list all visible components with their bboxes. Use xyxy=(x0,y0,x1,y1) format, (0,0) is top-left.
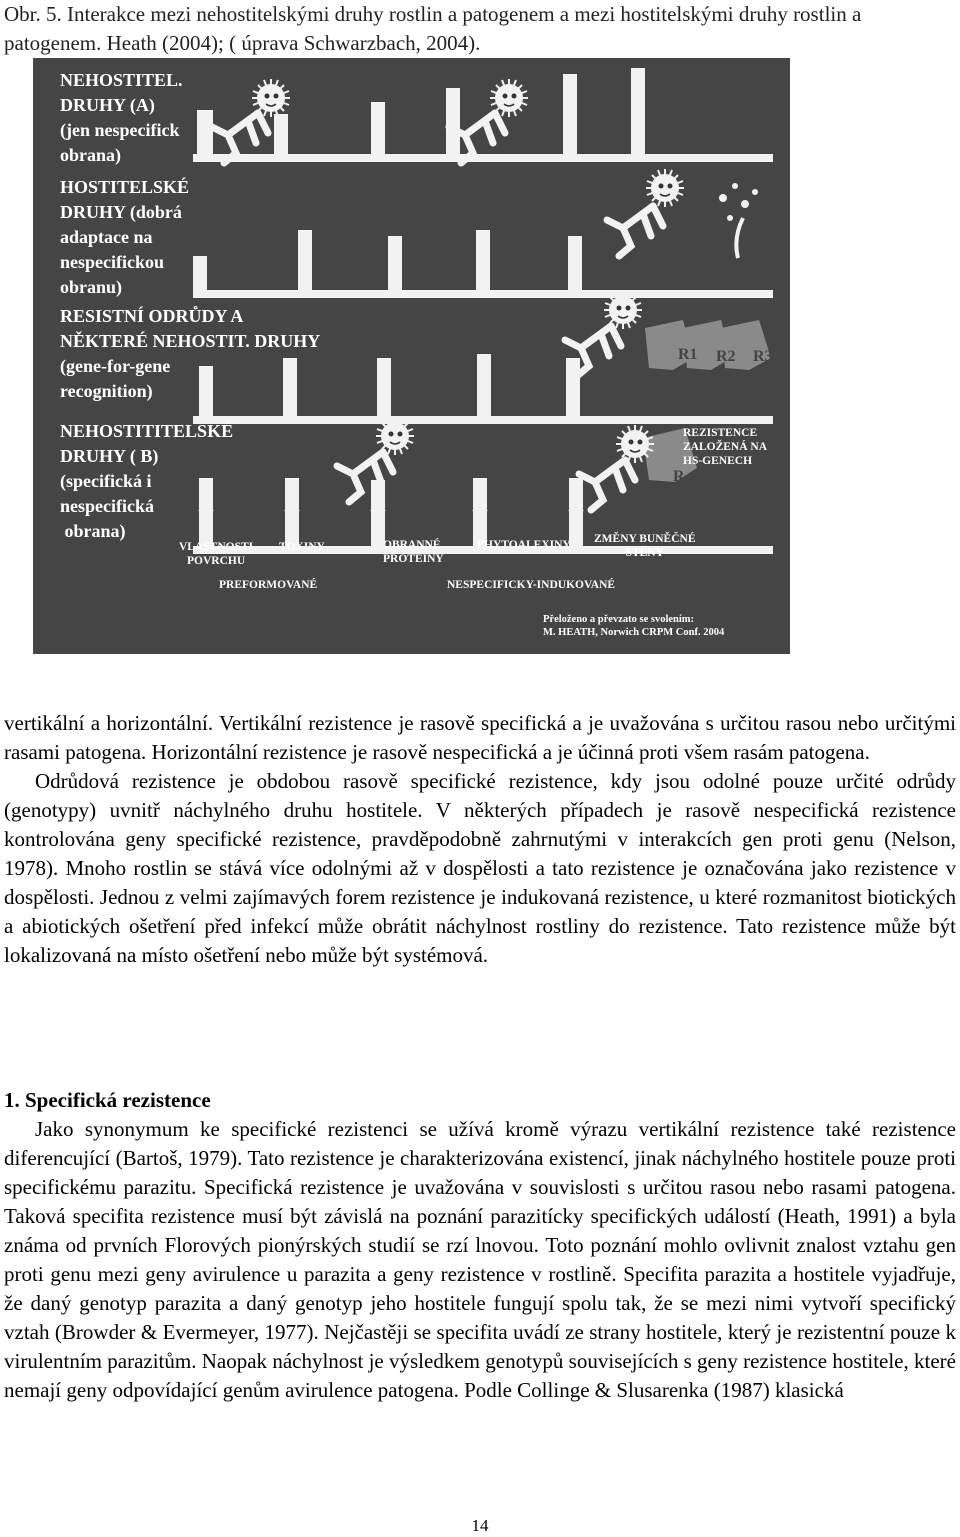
paragraph-varietal-resistance: Odrůdová rezistence je obdobou rasově specifické rezistence, kdy jsou odolné pouze určité odrůdy (genotypy) uvnitř náchylného druhu hostitele. V některých případech je rasově nespecifická rezistence kontrolována geny specifické rezistence, pravděpodobně zahrnutými v interakcích gen proti genu (Nelson, 1978). Mnoho rostlin se stává více odolnými až v dospělosti a tato rezistence je označována jako rezistence v dospělosti. Jednou z velmi zajímavých forem rezistence je indukovaná rezistence, u které rozmanitost biotických a abiotických ošetření před infekcí může obrátit náchylnost rostliny do rezistence. Tato rezistence může být lokalizovaná na místo ošetření nebo může být systémová. xyxy=(4,769,956,967)
paragraph-vertical-horizontal: vertikální a horizontální. Vertikální rezistence je rasově specifická a je uvažována s určitou rasou nebo určitými rasami patogena. Horizontální rezistence je rasově nespecifická a je účinná proti všem rasám patogena. xyxy=(4,711,956,764)
group-preformed: PREFORMOVANÉ xyxy=(219,579,318,591)
figure-resistance-diagram xyxy=(33,58,790,654)
body-text-section xyxy=(4,1115,956,1405)
mechanism-arrows xyxy=(200,500,582,538)
pathogen-row-2 xyxy=(607,169,758,258)
barriers-row-2 xyxy=(193,230,582,292)
body-text-top xyxy=(4,709,956,970)
row-label-nonhost-a: NEHOSTITEL. DRUHY (A) (jen nespecifick obrana) xyxy=(60,70,183,165)
paragraph-specific-resistance: Jako synonymum ke specifické rezistenci se užívá kromě výrazu vertikální rezistence také rezistence diferencující (Bartoš, 1979). Tato rezistence je charakterizována existencí, jinak náchylného hostitele pouze proti specifickému parazitu. Specifická rezistence je uvažována v souvislosti s určitou rasou nebo rasami patogena. Taková specifita rezistence musí být závislá na poznání parazitícky specifických událostí (Heath, 1991) a byla známa od prvních Florových pionýrských studií se rzí lnovou. Toto poznání mohlo ovlivnit znalost vztahu gen proti genu mezi geny avirulence u parazita a geny rezistence v rostlině. Specifita parazita a hostitele vyjadřuje, že daný genotyp parazita a daný genotyp jeho hostitele fungují spolu tak, že se mezi nimi vytvoří specifický vztah (Browder & Evermeyer, 1977). Nejčastěji se specifita uvádí ze strany hostitele, který je rezistentní pouze k virulentním parazitům. Naopak náchylnost je výsledkem genotypů souvisejících s geny rezistence hostitele, které nemají geny odpovídající genům avirulence patogena. Podle Collinge & Slusarenka (1987) klasická xyxy=(4,1117,956,1402)
hs-gene-note: REZISTENCE ZALOŽENÁ NA HS-GENECH xyxy=(683,427,768,467)
r2-mark: R2 xyxy=(716,348,736,365)
r3-mark: R3 xyxy=(753,348,773,365)
label-surface-properties: VLASTNOSTI POVRCHU xyxy=(179,541,254,567)
label-defense-proteins: OBRANNÉ PROTEINY xyxy=(383,539,444,565)
row-label-nonhost-b: NEHOSTITITELSKÉ DRUHY ( B) (specifická i nespecifická obrana) xyxy=(60,421,234,541)
row-label-host: HOSTITELSKÉ DRUHY (dobrá adaptace na nespecifickou obranu) xyxy=(60,177,190,297)
label-phytoalexins: PHYTOALEXINY xyxy=(477,539,571,551)
label-toxins: TOXINY xyxy=(279,541,325,553)
r-mark: R xyxy=(673,468,685,485)
r1-mark: R1 xyxy=(678,346,698,363)
figure-credit: Přeloženo a převzato se svolením: M. HEATH, Norwich CRPM Conf. 2004 xyxy=(543,614,725,638)
label-cell-wall-changes: ZMĚNY BUNĚČNÉ STĚNY xyxy=(594,533,696,559)
pathogen-row-1 xyxy=(212,79,528,163)
page-number: 14 xyxy=(471,1516,489,1535)
section-heading: 1. Specifická rezistence xyxy=(4,1088,211,1112)
row-label-resistant: RESISTNÍ ODRŮDY A NĚKTERÉ NEHOSTIT. DRUHY (gene-for-gene recognition) xyxy=(60,306,321,401)
figure-caption: Obr. 5. Interakce mezi nehostitelskými druhy rostlin a patogenem a mezi hostitelskými druhy rostlin a patogenem. Heath (2004); ( úprava Schwarzbach, 2004). xyxy=(4,2,862,55)
group-induced: NESPECIFICKY-INDUKOVANÉ xyxy=(447,579,616,591)
